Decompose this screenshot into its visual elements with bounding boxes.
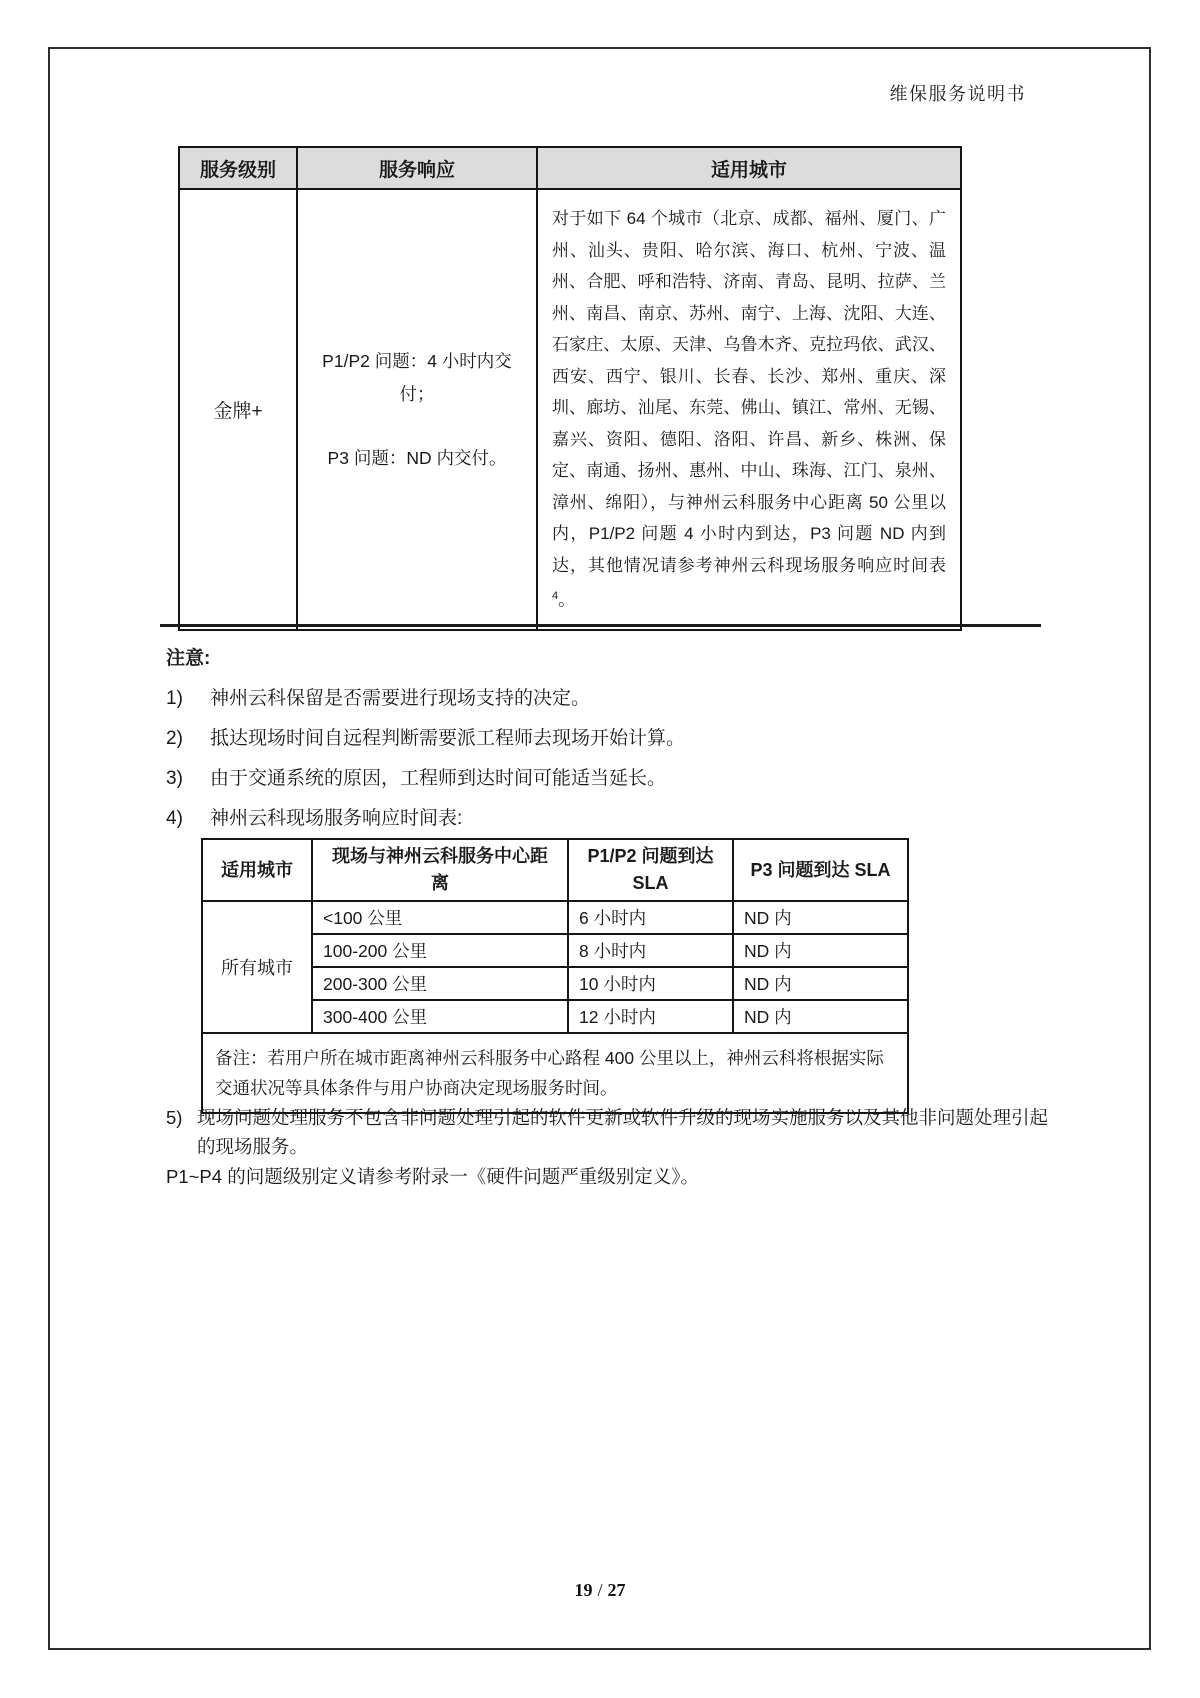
note-number: 2)	[166, 728, 183, 749]
footnote-ref-4: 4	[552, 590, 559, 602]
city-group-cell: 所有城市	[202, 901, 312, 1033]
service-level-cell: 金牌+	[179, 189, 297, 630]
section-divider	[160, 624, 1041, 627]
service-table-row	[179, 189, 961, 630]
note-text: 由于交通系统的原因，工程师到达时间可能适当延长。	[210, 768, 667, 789]
header-service-response: 服务响应	[297, 147, 537, 189]
service-level-table	[178, 146, 962, 631]
p3-sla-cell: ND 内	[733, 967, 908, 1000]
note-number: 3)	[166, 768, 183, 789]
sla-table-header-row	[202, 839, 908, 901]
header-applicable-cities: 适用城市	[537, 147, 961, 189]
response-p1p2-text: P1/P2 问题：4 小时内交付；	[322, 350, 512, 404]
distance-cell: <100 公里	[312, 901, 568, 934]
header-p1p2-sla: P1/P2 问题到达 SLA	[568, 839, 733, 901]
p3-sla-cell: ND 内	[733, 901, 908, 934]
page-current: 19	[574, 1580, 593, 1600]
note-item-3	[166, 766, 1066, 792]
header-service-level: 服务级别	[179, 147, 297, 189]
header-p3-sla: P3 问题到达 SLA	[733, 839, 908, 901]
p1p2-sla-cell: 12 小时内	[568, 1000, 733, 1033]
p3-sla-cell: ND 内	[733, 1000, 908, 1033]
note-number: 4)	[166, 808, 183, 829]
note-text: 神州云科现场服务响应时间表:	[210, 808, 463, 829]
header-city: 适用城市	[202, 839, 312, 901]
page-number	[0, 1580, 1200, 1601]
note-text: 神州云科保留是否需要进行现场支持的决定。	[210, 688, 591, 709]
p3-sla-cell: ND 内	[733, 934, 908, 967]
applicable-cities-cell	[537, 189, 961, 630]
distance-cell: 300-400 公里	[312, 1000, 568, 1033]
cities-text: 对于如下 64 个城市（北京、成都、福州、厦门、广州、汕头、贵阳、哈尔滨、海口、杭州、宁波、温州、合肥、呼和浩特、济南、青岛、昆明、拉萨、兰州、南昌、南京、苏州、南宁、上海、沈阳、大连、石家庄、太原、天津、乌鲁木齐、克拉玛依、武汉、西安、西宁、银川、长春、长沙、郑州、重庆、深圳、廊坊、汕尾、东莞、佛山、镇江、常州、无锡、嘉兴、资阳、德阳、洛阳、许昌、新乡、株洲、保定、南通、扬州、惠州、中山、珠海、江门、泉州、漳州、绵阳），与神州云科服务中心距离 50 公里以内，P1/P2 问题 4 小时内到达，P3 问题 ND 内到达，其他情况请参考神州云科现场服务响应时间表	[552, 209, 946, 575]
p1p2-sla-cell: 6 小时内	[568, 901, 733, 934]
note-text: 现场问题处理服务不包含非问题处理引起的软件更新或软件升级的现场实施服务以及其他非问题处理引起的现场服务。	[197, 1107, 1049, 1157]
note-number: 1)	[166, 688, 183, 709]
note-item-2	[166, 726, 1066, 752]
page-total: 27	[607, 1580, 626, 1600]
header-distance: 现场与神州云科服务中心距离	[312, 839, 568, 901]
p1p2-sla-cell: 8 小时内	[568, 934, 733, 967]
service-table-header-row	[179, 147, 961, 189]
notes-section	[166, 643, 1066, 846]
cities-text-end: 。	[558, 590, 576, 610]
sla-response-time-table	[201, 838, 909, 1114]
sla-table-row	[202, 901, 908, 934]
remark-cell: 备注：若用户所在城市距离神州云科服务中心路程 400 公里以上，神州云科将根据实际交通状况等具体条件与用户协商决定现场服务时间。	[202, 1033, 908, 1113]
page-separator: /	[597, 1580, 603, 1600]
note-item-1	[166, 686, 1066, 712]
note-number: 5)	[166, 1107, 183, 1128]
p1-p4-definition-note: P1~P4 的问题级别定义请参考附录一《硬件问题严重级别定义》。	[166, 1166, 699, 1187]
note-text: 抵达现场时间自远程判断需要派工程师去现场开始计算。	[210, 728, 686, 749]
response-p3-text: P3 问题：ND 内交付。	[327, 447, 507, 468]
document-header-title: 维保服务说明书	[889, 84, 1026, 104]
distance-cell: 200-300 公里	[312, 967, 568, 1000]
service-response-cell	[297, 189, 537, 630]
note-item-4	[166, 806, 1066, 832]
sla-table-remark-row	[202, 1033, 908, 1113]
notes-title: 注意:	[166, 648, 211, 669]
note-item-5	[166, 1103, 1052, 1161]
distance-cell: 100-200 公里	[312, 934, 568, 967]
p1p2-sla-cell: 10 小时内	[568, 967, 733, 1000]
